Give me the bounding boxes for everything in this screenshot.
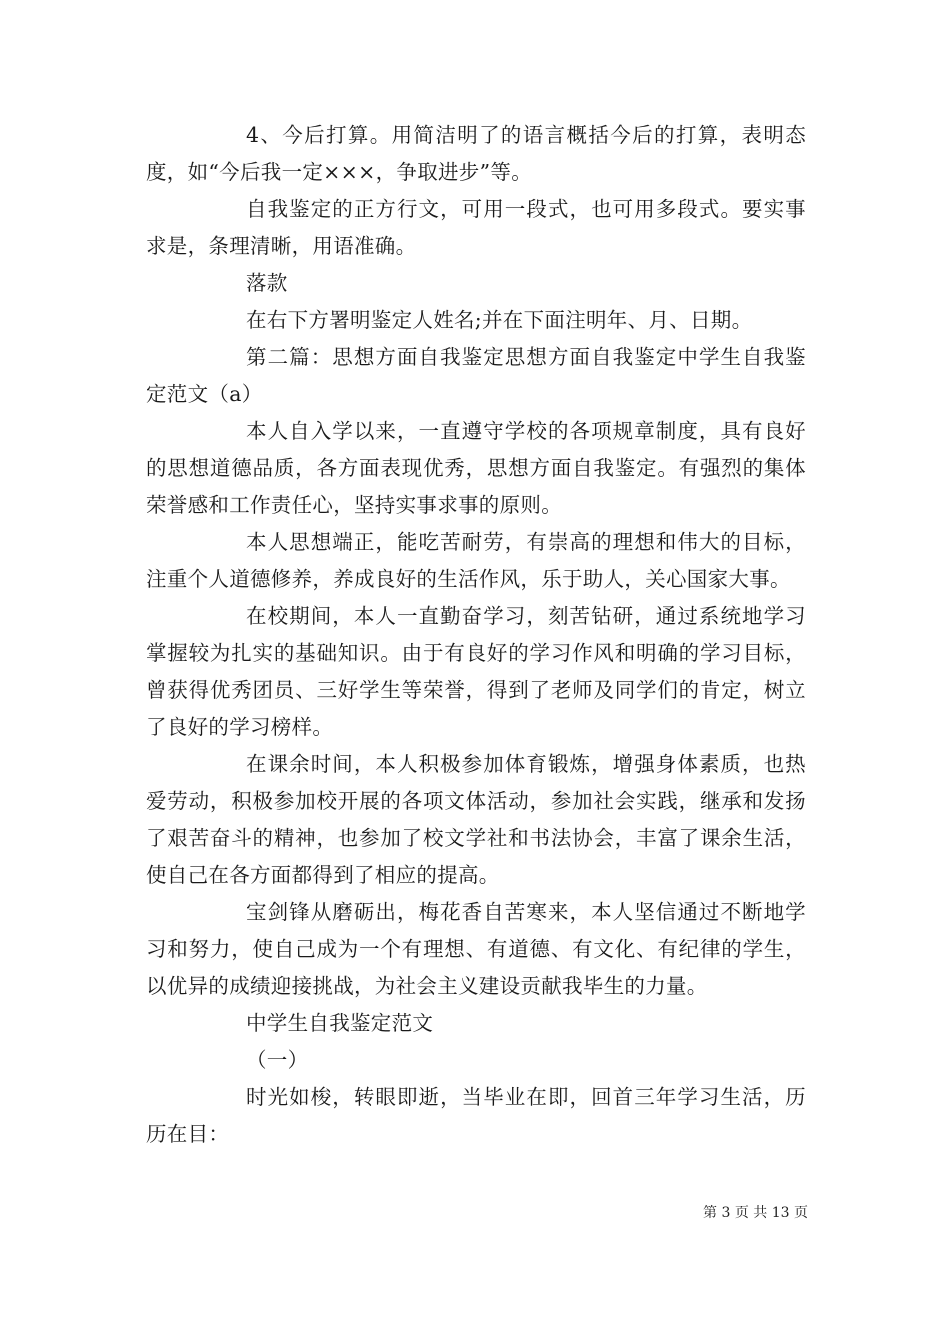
page-number: 第 3 页 共 13 页 (703, 1205, 808, 1221)
paragraph-body-format: 自我鉴定的正方行文，可用一段式，也可用多段式。要实事求是，条理清晰，用语准确。 (146, 197, 806, 258)
paragraph-section-two-title: 第二篇：思想方面自我鉴定思想方面自我鉴定中学生自我鉴定范文（a） (146, 345, 806, 406)
document-body (146, 117, 806, 1153)
paragraph-signature-instructions: 在右下方署明鉴定人姓名;并在下面注明年、月、日期。 (246, 308, 753, 332)
paragraph-extracurricular: 在课余时间，本人积极参加体育锻炼，增强身体素质，也热爱劳动，积极参加校开展的各项文体活动，参加社会实践，继承和发扬了艰苦奋斗的精神，也参加了校文学社和书法协会，丰富了课余生活，使自己在各方面都得到了相应的提高。 (146, 752, 806, 887)
paragraph-rules-and-morals: 本人自入学以来，一直遵守学校的各项规章制度，具有良好的思想道德品质，各方面表现优秀，思想方面自我鉴定。有强烈的集体荣誉感和工作责任心，坚持实事求事的原则。 (146, 419, 806, 517)
paragraph-signature-heading: 落款 (246, 271, 288, 295)
paragraph-future-plans: 4、今后打算。用简洁明了的语言概括今后的打算，表明态度，如“今后我一定×××，争取进步”等。 (146, 123, 806, 184)
paragraph-sample-number: （一） (246, 1048, 309, 1072)
paragraph-sample-heading: 中学生自我鉴定范文 (246, 1011, 434, 1035)
paragraph-sample-opening: 时光如梭，转眼即逝，当毕业在即，回首三年学习生活，历历在目： (146, 1085, 806, 1146)
paragraph-study: 在校期间，本人一直勤奋学习，刻苦钻研，通过系统地学习掌握较为扎实的基础知识。由于有良好的学习作风和明确的学习目标，曾获得优秀团员、三好学生等荣誉，得到了老师及同学们的肯定，树立了良好的学习榜样。 (146, 604, 806, 739)
paragraph-ideology: 本人思想端正，能吃苦耐劳，有崇高的理想和伟大的目标，注重个人道德修养，养成良好的生活作风，乐于助人，关心国家大事。 (146, 530, 806, 591)
paragraph-conclusion: 宝剑锋从磨砺出，梅花香自苦寒来，本人坚信通过不断地学习和努力，使自己成为一个有理想、有道德、有文化、有纪律的学生，以优异的成绩迎接挑战，为社会主义建设贡献我毕生的力量。 (146, 900, 806, 998)
